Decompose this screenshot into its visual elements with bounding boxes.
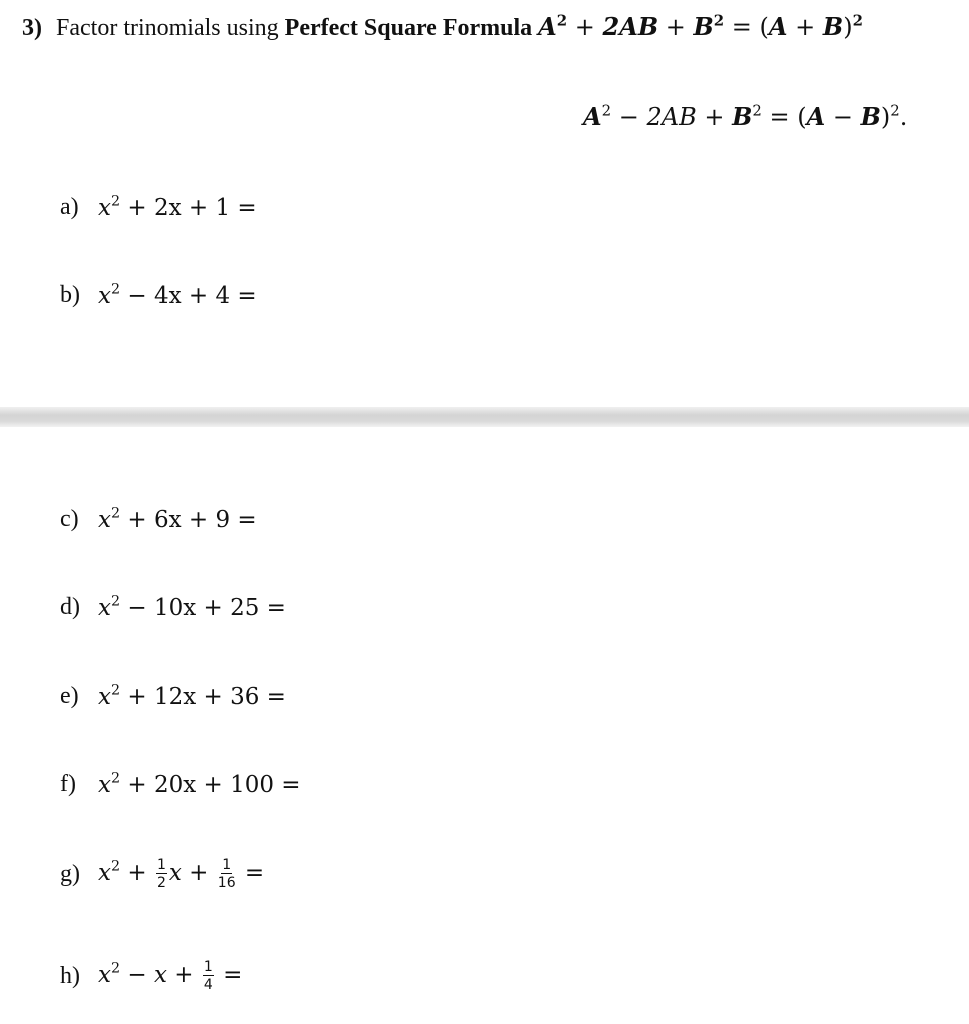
problem-d bbox=[60, 594, 286, 621]
problem-label: c) bbox=[60, 506, 79, 532]
problem-expression: $x^2$ + $\frac{1}{2}$ x + $\frac{1}{16}$ = bbox=[98, 857, 265, 891]
problem-label: a) bbox=[60, 194, 79, 220]
problem-expression: $x^2 + 6x + 9$ = bbox=[98, 505, 257, 533]
problem-a bbox=[60, 194, 257, 221]
problem-expression: $x^2 + 12x + 36$ = bbox=[98, 682, 286, 710]
problem-expression: $x^2 + 2x + 1$ = bbox=[98, 193, 257, 221]
problem-expression: $x^2 - 4x + 4$ = bbox=[98, 281, 257, 309]
problem-g bbox=[60, 858, 264, 890]
problem-label: e) bbox=[60, 683, 79, 709]
heading-prefix: Factor trinomials using bbox=[56, 15, 279, 41]
problem-label: g) bbox=[60, 860, 80, 887]
problem-heading bbox=[22, 12, 863, 42]
problem-c bbox=[60, 506, 257, 533]
page-divider bbox=[0, 407, 969, 427]
fraction: $\frac{1}{4}$ bbox=[203, 959, 213, 993]
problem-expression: $x^2 + 20x + 100$ = bbox=[98, 770, 301, 798]
formula-minus: $A^2 - 2AB + B^2 = (A - B)^2$. bbox=[583, 101, 908, 131]
formula-plus: $A^2 + 2AB + B^2 = (A + B)^2$ bbox=[538, 11, 863, 41]
problem-expression: $x^2 - 10x + 25$ = bbox=[98, 593, 286, 621]
fraction: $\frac{1}{2}$ bbox=[156, 857, 166, 891]
problem-f bbox=[60, 771, 301, 798]
problem-h bbox=[60, 960, 242, 992]
heading-bold-text: Perfect Square Formula bbox=[284, 15, 533, 41]
problem-number: 3) bbox=[22, 15, 42, 41]
problem-e bbox=[60, 683, 286, 710]
problem-label: d) bbox=[60, 594, 80, 620]
problem-label: b) bbox=[60, 282, 80, 308]
problem-label: f) bbox=[60, 771, 76, 797]
problem-label: h) bbox=[60, 962, 80, 989]
problem-b bbox=[60, 282, 257, 309]
problem-expression: $x^2 - x$ + $\frac{1}{4}$ = bbox=[98, 959, 243, 993]
fraction: $\frac{1}{16}$ bbox=[217, 857, 236, 891]
